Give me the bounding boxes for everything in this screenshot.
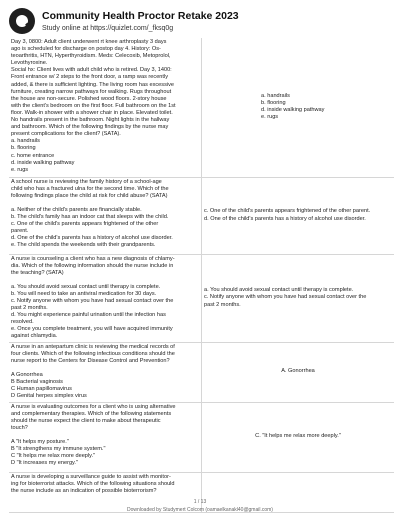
question-line: ing for bioterrorist attacks. Which of the following situations should: [11, 480, 175, 487]
line-gap: [11, 432, 199, 439]
answer-line: c. One of the child's parents appears frightened of the other parent.: [204, 208, 371, 215]
question-line: present complications for the client? (SATA).: [11, 131, 121, 138]
flashcard-row: [9, 342, 394, 402]
answer-cell: [202, 38, 395, 177]
question-line: against chlamydia.: [11, 333, 58, 340]
answer-line: d. inside walking pathway: [261, 107, 325, 114]
question-line: e. Once you complete treatment, you will have acquired immunity: [11, 326, 173, 333]
question-line: A "It helps my posture.": [11, 438, 69, 445]
question-line: should the nurse expect the client to make about therapeutic: [11, 417, 161, 424]
question-line: four clients. Which of the following infectious conditions should the: [11, 350, 175, 357]
question-line: Social hx: Client lives with adult child who is retired. Day 3, 1400:: [11, 67, 172, 74]
question-line: b. flooring: [11, 145, 36, 152]
question-line: A nurse is evaluating outcomes for a client who is using alternative: [11, 403, 176, 410]
question-line: a. You should avoid sexual contact until therapy is complete.: [11, 283, 161, 290]
answer-text: [204, 287, 392, 308]
question-line: furniture, creating narrow pathways for walking. Rugs throughout: [11, 88, 172, 95]
question-line: dia. Which of the following information should the nurse include in: [11, 262, 174, 269]
flashcard-row: [9, 402, 394, 472]
document-title: Community Health Proctor Retake 2023: [42, 10, 239, 22]
answer-text: [204, 433, 392, 440]
question-line: a. Neither of the child's parents are financially stable.: [11, 206, 142, 213]
question-line: e. rugs: [11, 166, 29, 173]
download-note: Downloaded by Studymert Colcom (oamaelkanakl40@gmail.com): [127, 507, 273, 513]
question-line: past 2 months.: [11, 305, 48, 312]
question-cell: [9, 254, 202, 342]
page-number: 1 / 13: [193, 499, 207, 505]
answer-line: past 2 months.: [204, 301, 241, 308]
answer-text: [204, 368, 392, 375]
answer-line: C. "It helps me relax more deeply.": [255, 433, 341, 440]
question-line: a. handrails: [11, 138, 40, 145]
question-line: B "It strengthens my immune system.": [11, 446, 106, 452]
answer-line: c. Notify anyone with whom you have had sexual contact over the: [204, 294, 367, 301]
question-line: No handrails present in the bathroom. Night lights in the hallway: [11, 117, 170, 124]
question-line: the nurse include as an indication of possible bioterrorism?: [11, 487, 157, 494]
question-cell: [9, 342, 202, 402]
question-line: C Human papillomavirus: [11, 386, 72, 392]
line-gap: [11, 365, 199, 372]
answer-cell: [202, 177, 395, 254]
answer-line: d. One of the child's parents has a history of alcohol use disorder.: [204, 215, 366, 222]
question-line: c. One of the child's parents appears frightened of the other: [11, 220, 159, 227]
question-line: the teaching? (SATA): [11, 269, 64, 276]
study-link[interactable]: Study online at https://quizlet.com/_fksq0g: [42, 25, 174, 32]
answer-cell: [202, 254, 395, 342]
question-line: and bathroom. Which of the following findings by the nurse may: [11, 124, 169, 131]
question-line: Levothyroxine.: [11, 60, 48, 67]
answer-text: [204, 208, 392, 222]
question-line: added, & there is sufficient lighting. The living room has excessive: [11, 81, 175, 88]
question-line: and complementary therapies. Which of the following statements: [11, 410, 172, 417]
flashcard-row: [9, 38, 394, 177]
document-header: [9, 8, 391, 36]
question-line: Front entrance w/ 2 steps to the front door, a ramp was recently: [11, 74, 169, 81]
question-line: Day 3, 0800: Adult client underwent rt knee arthroplasty 3 days: [11, 39, 167, 45]
answer-line: e. rugs: [261, 114, 279, 121]
question-line: d. inside walking pathway: [11, 159, 75, 166]
line-gap: [11, 277, 199, 284]
question-line: D Genital herpes simplex virus: [11, 393, 87, 400]
question-line: D "It increases my energy.": [11, 460, 78, 467]
quizlet-logo-icon: [9, 8, 35, 34]
question-line: following findings place the child at risk for child abuse? (SATA): [11, 192, 168, 199]
flashcard-table: [9, 38, 394, 513]
question-line: A school nurse is reviewing the family history of a school-age: [11, 178, 162, 185]
answer-text: [204, 93, 392, 121]
answer-cell: [202, 402, 395, 472]
question-line: C "It helps me relax more deeply.": [11, 453, 96, 460]
question-line: B Bacterial vaginosis: [11, 378, 63, 385]
question-line: nurse report to the Centers for Disease Control and Prevention?: [11, 357, 170, 364]
question-line: the house are non-secure. Polished wood floors. 2-story house: [11, 95, 167, 102]
question-line: A Gonorrhea: [11, 371, 43, 378]
question-line: floor. Walk-in shower with a shower chair in place. Elevated toilet.: [11, 109, 173, 116]
question-line: ago is scheduled for discharge on postop day 4. History: Os-: [11, 46, 161, 53]
question-cell: [9, 402, 202, 472]
answer-line: b. flooring: [261, 100, 286, 107]
question-line: teoarthritis, HTN, Hyperthyroidism. Meds: Celecoxib, Metoprolol,: [11, 53, 171, 60]
answer-line: a. handrails: [261, 93, 290, 100]
question-line: child who has a fractured ulna for the second time. Which of the: [11, 185, 169, 192]
question-line: d. One of the child's parents has a history of alcohol use disorder.: [11, 235, 173, 242]
question-line: c. Notify anyone with whom you have had sexual contact over the: [11, 297, 174, 304]
question-line: e. The child spends the weekends with their grandparents.: [11, 242, 156, 249]
question-line: A nurse is developing a surveillance guide to assist with monitor-: [11, 473, 171, 480]
question-line: with the client's bedroom on the first floor. Full bathroom on the 1st: [11, 102, 176, 109]
question-line: touch?: [11, 424, 28, 431]
flashcard-row: [9, 177, 394, 254]
question-line: A nurse in an antepartum clinic is reviewing the medical records of: [11, 343, 175, 350]
question-cell: [9, 177, 202, 254]
answer-line: a. You should avoid sexual contact until therapy is complete.: [204, 287, 354, 294]
question-line: A nurse is counseling a client who has a new diagnosis of chlamy-: [11, 255, 175, 262]
question-line: c. home entrance: [11, 152, 55, 159]
answer-line: A. Gonorrhea: [281, 368, 315, 375]
question-line: d. You might experience painful urination until the infection has: [11, 312, 166, 319]
question-line: b. You will need to take an antiviral medication for 30 days.: [11, 290, 157, 297]
question-cell: [9, 38, 202, 177]
question-line: parent.: [11, 228, 29, 235]
question-line: b. The child's family has an indoor cat that sleeps with the child.: [11, 213, 169, 220]
question-line: resolved.: [11, 319, 34, 326]
flashcard-row: [9, 254, 394, 342]
line-gap: [11, 200, 199, 207]
answer-cell: [202, 342, 395, 402]
